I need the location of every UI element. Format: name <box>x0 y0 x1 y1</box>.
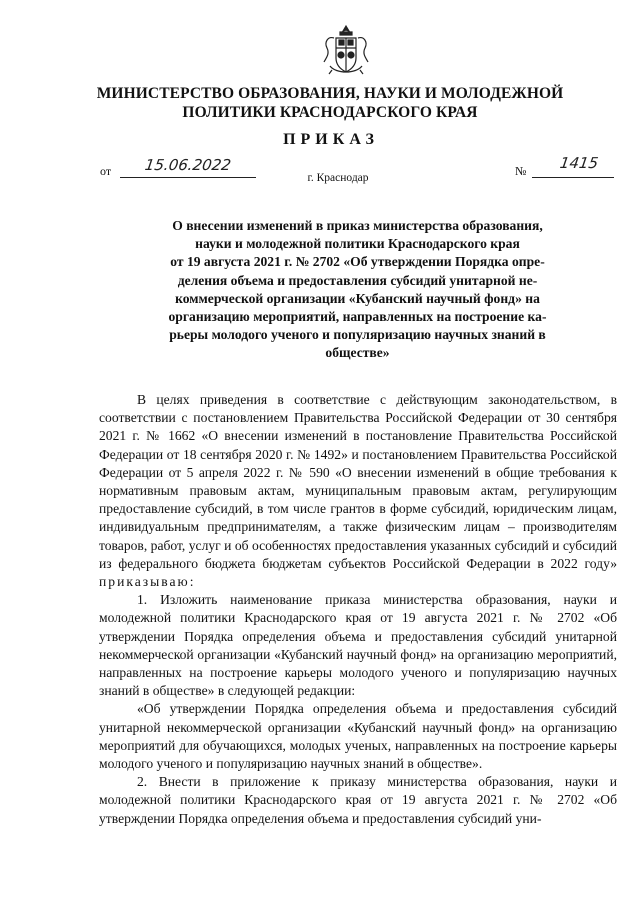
ministry-name-line: ПОЛИТИКИ КРАСНОДАРСКОГО КРАЯ <box>182 104 478 121</box>
number-label: № <box>515 164 527 178</box>
body-paragraph <box>99 391 617 591</box>
city: г. Краснодар <box>307 172 369 184</box>
coat-of-arms-icon <box>318 22 374 80</box>
subject-line: обществе» <box>325 345 390 361</box>
order-subject <box>145 217 570 363</box>
order-date: 15.06.2022 <box>143 156 233 174</box>
subject-line: коммерческой организации «Кубанский научный фонд» на <box>175 290 540 306</box>
subject-line: рьеры молодого ученого и популяризацию научных знаний в <box>169 327 546 343</box>
date-label: от <box>100 164 112 178</box>
order-title: ПРИКАЗ <box>283 131 379 148</box>
ministry-name <box>95 84 565 122</box>
body-paragraph: 1. Изложить наименование приказа министерства образования, науки и молодежной политики Краснодарского края от 19 августа 2021 г. № 2702 «Об утверждении Порядка определения объема и предоставления субсидий унитарной некоммерческой организации «Кубанский научный фонд» на организацию мероприятий, направленных на построение карьеры молодого ученого и популяризацию научных знаний в обществе» в следующей редакции: <box>99 592 617 699</box>
paragraph-text: В целях приведения в соответствие с действующим законодательством, в соответствии с постановлением Правительства Российской Федерации от 30 сентября 2021 г. № 1662 «О внесении изменений в постановление Правительства Российской Федерации от 18 сентября 2020 г. № 1492» и постановлением Правительства Российской Федерации от 5 апреля 2022 г. № 590 «О внесении изменений в общие требования к нормативным правовым актам, муниципальным правовым актам, регулирующим предоставление субсидий, в том числе грантов в форме субсидий, юридическим лицам, индивидуальным предпринимателям, а также физическим лицам – производителям товаров, работ, услуг и об особенностях предоставления указанных субсидий и субсидий из федерального бюджета бюджетам субъектов Российской Федерации в 2022 году» <box>99 392 617 571</box>
ministry-name-line: МИНИСТЕРСТВО ОБРАЗОВАНИЯ, НАУКИ И МОЛОДЕЖНОЙ <box>96 85 564 102</box>
subject-line: О внесении изменений в приказ министерства образования, <box>172 218 543 233</box>
body-paragraph: «Об утверждении Порядка определения объема и предоставления субсидий унитарной некоммерческой организации «Кубанский научный фонд» на организацию мероприятий для обучающихся, молодых ученых, направленных на построение карьеры молодого ученого и популяризацию научных знаний в обществе». <box>99 701 617 772</box>
order-body <box>99 391 617 828</box>
order-directive: приказываю: <box>99 574 196 590</box>
order-number: 1415 <box>558 154 600 172</box>
subject-line: от 19 августа 2021 г. № 2702 «Об утверждении Порядка опре- <box>170 254 545 270</box>
body-paragraph: 2. Внести в приложение к приказу министерства образования, науки и молодежной политики Краснодарского края от 19 августа 2021 г. № 2702 «Об утверждении Порядка определения объема и предоставления субсидий уни- <box>99 774 617 826</box>
subject-line: организацию мероприятий, направленных на построение ка- <box>168 309 547 325</box>
subject-line: науки и молодежной политики Краснодарского края <box>195 236 520 252</box>
subject-line: деления объема и предоставления субсидий унитарной не- <box>177 272 538 288</box>
